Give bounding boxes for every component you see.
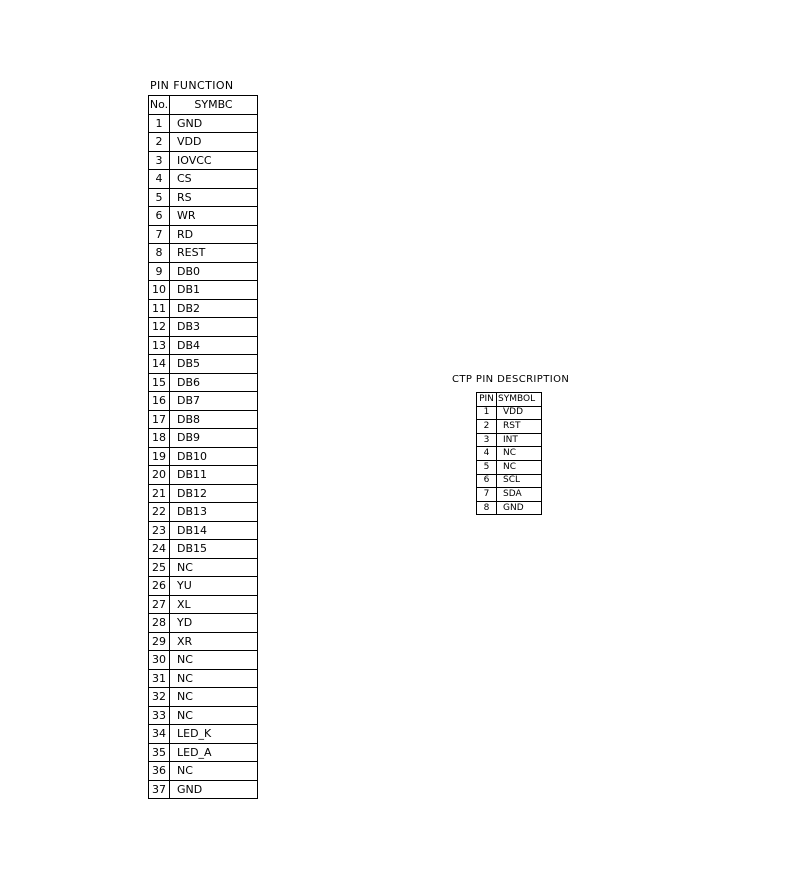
table-row	[149, 725, 258, 744]
pin-number: 13	[149, 336, 170, 355]
pin-symbol: XL	[170, 595, 258, 614]
pin-number: 2	[477, 420, 497, 434]
pin-symbol: VDD	[170, 133, 258, 152]
table-row	[477, 474, 542, 488]
pin-number: 21	[149, 484, 170, 503]
pin-symbol: NC	[170, 762, 258, 781]
table-row	[149, 521, 258, 540]
pin-number: 25	[149, 558, 170, 577]
pin-number: 3	[477, 433, 497, 447]
table-row	[149, 225, 258, 244]
pin-function-title: PIN FUNCTION	[150, 79, 234, 92]
pin-number: 24	[149, 540, 170, 559]
pin-number: 19	[149, 447, 170, 466]
table-header-row	[477, 393, 542, 407]
pin-symbol: DB9	[170, 429, 258, 448]
table-row	[149, 762, 258, 781]
pin-symbol: DB8	[170, 410, 258, 429]
table-row	[477, 488, 542, 502]
pin-symbol: LED_A	[170, 743, 258, 762]
table-header-row	[149, 96, 258, 115]
header-no: No.	[149, 96, 170, 115]
table-row	[149, 466, 258, 485]
pin-symbol: CS	[170, 170, 258, 189]
table-row	[149, 133, 258, 152]
pin-number: 9	[149, 262, 170, 281]
table-row	[149, 429, 258, 448]
table-row	[149, 706, 258, 725]
pin-symbol: SDA	[497, 488, 542, 502]
table-row	[477, 433, 542, 447]
pin-symbol: NC	[497, 447, 542, 461]
ctp-pin-table	[476, 392, 542, 515]
pin-number: 6	[149, 207, 170, 226]
pin-symbol: RST	[497, 420, 542, 434]
pin-symbol: DB12	[170, 484, 258, 503]
table-row	[477, 420, 542, 434]
pin-number: 4	[477, 447, 497, 461]
pin-symbol: DB15	[170, 540, 258, 559]
pin-symbol: DB0	[170, 262, 258, 281]
table-row	[149, 355, 258, 374]
table-row	[149, 595, 258, 614]
pin-number: 30	[149, 651, 170, 670]
pin-symbol: RD	[170, 225, 258, 244]
pin-number: 15	[149, 373, 170, 392]
table-row	[149, 281, 258, 300]
pin-number: 31	[149, 669, 170, 688]
pin-number: 27	[149, 595, 170, 614]
pin-symbol: GND	[170, 780, 258, 799]
pin-symbol: DB7	[170, 392, 258, 411]
pin-number: 35	[149, 743, 170, 762]
pin-symbol: DB13	[170, 503, 258, 522]
pin-number: 5	[149, 188, 170, 207]
table-row	[477, 447, 542, 461]
table-row	[149, 743, 258, 762]
pin-number: 8	[149, 244, 170, 263]
pin-number: 7	[149, 225, 170, 244]
table-row	[477, 406, 542, 420]
pin-symbol: VDD	[497, 406, 542, 420]
pin-symbol: DB3	[170, 318, 258, 337]
pin-number: 23	[149, 521, 170, 540]
table-row	[149, 614, 258, 633]
header-pin: PIN	[477, 393, 497, 407]
table-row	[149, 170, 258, 189]
pin-number: 6	[477, 474, 497, 488]
pin-symbol: LED_K	[170, 725, 258, 744]
pin-symbol: DB14	[170, 521, 258, 540]
pin-symbol: DB4	[170, 336, 258, 355]
table-row	[477, 460, 542, 474]
table-row	[149, 299, 258, 318]
pin-number: 28	[149, 614, 170, 633]
table-row	[149, 558, 258, 577]
table-row	[149, 632, 258, 651]
table-row	[477, 501, 542, 515]
pin-symbol: DB10	[170, 447, 258, 466]
pin-symbol: DB1	[170, 281, 258, 300]
pin-symbol: DB11	[170, 466, 258, 485]
table-row	[149, 188, 258, 207]
table-row	[149, 410, 258, 429]
table-row	[149, 447, 258, 466]
pin-number: 1	[477, 406, 497, 420]
pin-symbol: RS	[170, 188, 258, 207]
pin-symbol: INT	[497, 433, 542, 447]
pin-symbol: IOVCC	[170, 151, 258, 170]
pin-symbol: SCL	[497, 474, 542, 488]
header-symbol: SYMBC	[170, 96, 258, 115]
table-row	[149, 484, 258, 503]
table-row	[149, 780, 258, 799]
pin-number: 1	[149, 114, 170, 133]
pin-number: 18	[149, 429, 170, 448]
pin-symbol: YD	[170, 614, 258, 633]
pin-number: 33	[149, 706, 170, 725]
pin-number: 3	[149, 151, 170, 170]
pin-number: 12	[149, 318, 170, 337]
pin-number: 34	[149, 725, 170, 744]
pin-number: 37	[149, 780, 170, 799]
pin-number: 16	[149, 392, 170, 411]
table-row	[149, 373, 258, 392]
pin-symbol: NC	[497, 460, 542, 474]
pin-number: 36	[149, 762, 170, 781]
table-row	[149, 318, 258, 337]
pin-number: 7	[477, 488, 497, 502]
pin-symbol: GND	[170, 114, 258, 133]
pin-symbol: DB5	[170, 355, 258, 374]
pin-number: 2	[149, 133, 170, 152]
table-row	[149, 244, 258, 263]
pin-symbol: NC	[170, 558, 258, 577]
pin-symbol: REST	[170, 244, 258, 263]
pin-number: 26	[149, 577, 170, 596]
pin-number: 29	[149, 632, 170, 651]
table-row	[149, 392, 258, 411]
pin-number: 10	[149, 281, 170, 300]
table-row	[149, 577, 258, 596]
table-row	[149, 503, 258, 522]
pin-symbol: NC	[170, 706, 258, 725]
pin-number: 17	[149, 410, 170, 429]
pin-number: 14	[149, 355, 170, 374]
table-row	[149, 336, 258, 355]
pin-symbol: NC	[170, 688, 258, 707]
pin-number: 11	[149, 299, 170, 318]
table-row	[149, 669, 258, 688]
table-row	[149, 207, 258, 226]
table-row	[149, 151, 258, 170]
table-row	[149, 262, 258, 281]
pin-symbol: DB6	[170, 373, 258, 392]
pin-symbol: YU	[170, 577, 258, 596]
pin-symbol: GND	[497, 501, 542, 515]
pin-number: 32	[149, 688, 170, 707]
pin-number: 5	[477, 460, 497, 474]
pin-symbol: NC	[170, 669, 258, 688]
pin-number: 22	[149, 503, 170, 522]
pin-number: 20	[149, 466, 170, 485]
ctp-pin-description-title: CTP PIN DESCRIPTION	[452, 374, 570, 385]
header-symbol: SYMBOL	[497, 393, 542, 407]
pin-number: 8	[477, 501, 497, 515]
table-row	[149, 688, 258, 707]
table-row	[149, 114, 258, 133]
pin-symbol: WR	[170, 207, 258, 226]
pin-function-table	[148, 95, 258, 799]
pin-symbol: NC	[170, 651, 258, 670]
pin-number: 4	[149, 170, 170, 189]
pin-symbol: DB2	[170, 299, 258, 318]
table-row	[149, 651, 258, 670]
table-row	[149, 540, 258, 559]
pin-symbol: XR	[170, 632, 258, 651]
